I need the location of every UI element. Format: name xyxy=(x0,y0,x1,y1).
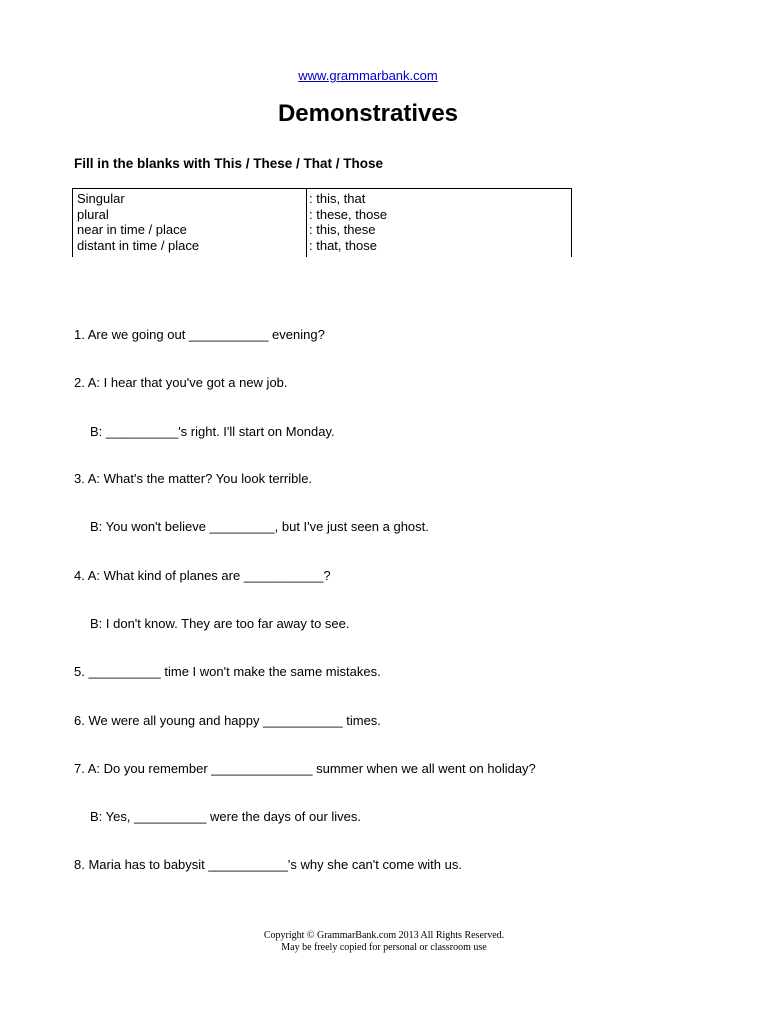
rule-term: near in time / place xyxy=(77,222,187,237)
exercise-5: 5. __________ time I won't make the same mistakes. xyxy=(74,664,381,679)
rule-definition: : this, that xyxy=(309,191,366,206)
rules-table xyxy=(72,188,572,257)
exercise-3b: B: You won't believe _________, but I've just seen a ghost. xyxy=(90,519,429,534)
rule-term: Singular xyxy=(77,191,125,206)
exercise-8: 8. Maria has to babysit ___________'s why she can't come with us. xyxy=(74,857,462,872)
exercise-3a: 3. A: What's the matter? You look terrible. xyxy=(74,471,313,486)
rule-definition: : that, those xyxy=(309,237,377,253)
exercise-7a: 7. A: Do you remember ______________ summer when we all went on holiday? xyxy=(74,761,536,776)
exercise-7b: B: Yes, __________ were the days of our lives. xyxy=(90,809,362,824)
exercise-4a: 4. A: What kind of planes are ___________? xyxy=(74,568,331,583)
rule-term: plural xyxy=(77,206,109,222)
rule-row-near xyxy=(73,222,571,238)
footer xyxy=(0,930,768,954)
exercise-4b: B: I don't know. They are too far away to see. xyxy=(90,616,350,631)
exercise-1: 1. Are we going out ___________ evening? xyxy=(74,327,325,342)
rule-definition: : these, those xyxy=(309,206,388,222)
usage-line: May be freely copied for personal or classroom use xyxy=(281,942,487,953)
site-link[interactable]: www.grammarbank.com xyxy=(298,68,438,83)
rule-row-distant xyxy=(73,238,571,254)
exercise-6: 6. We were all young and happy ___________ times. xyxy=(74,713,381,728)
rule-row-plural xyxy=(73,207,571,223)
exercise-2a: 2. A: I hear that you've got a new job. xyxy=(74,375,288,390)
page-title: Demonstratives xyxy=(277,100,459,127)
rule-term: distant in time / place xyxy=(77,237,200,253)
rule-row-singular xyxy=(73,191,571,207)
exercise-2b: B: __________'s right. I'll start on Monday. xyxy=(90,424,335,439)
copyright-line: Copyright © GrammarBank.com 2013 All Rights Reserved. xyxy=(263,930,505,941)
instructions: Fill in the blanks with This / These / That / Those xyxy=(74,156,384,171)
rule-definition: : this, these xyxy=(309,222,376,237)
